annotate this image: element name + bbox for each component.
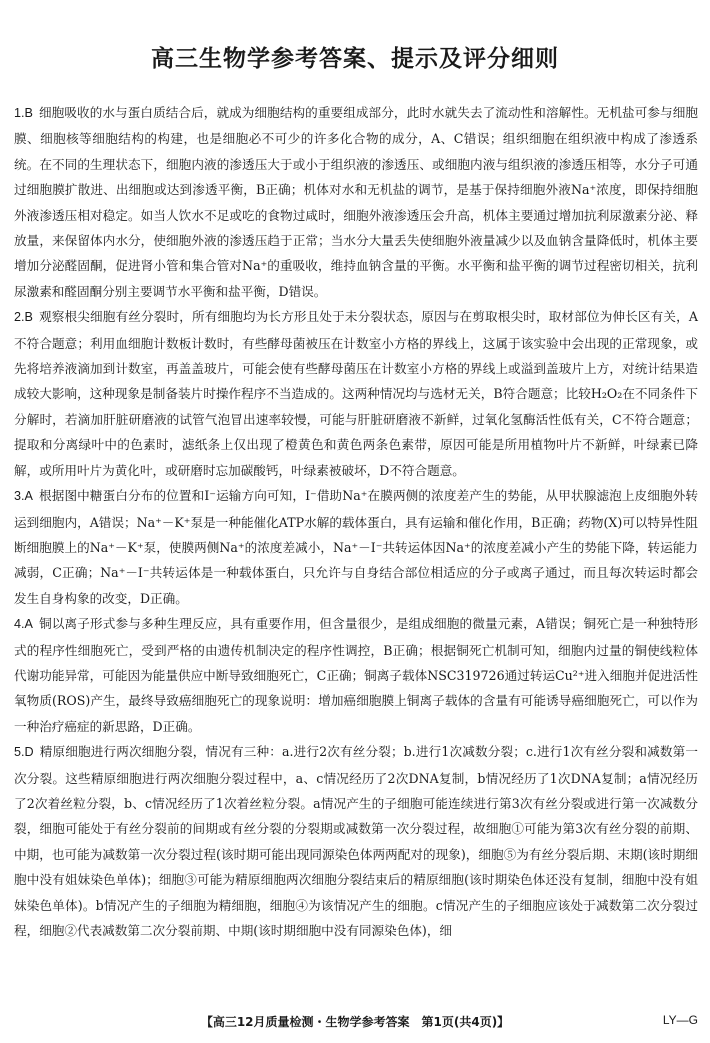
item-number: 5. xyxy=(14,745,25,760)
item-number: 2. xyxy=(14,310,25,325)
item-answer: A xyxy=(24,489,33,504)
footer-page-info: 【高三12月质量检测・生物学参考答案 第1页(共4页)】 xyxy=(200,1015,510,1029)
item-explanation: 精原细胞进行两次细胞分裂，情况有三种：a.进行2次有丝分裂；b.进行1次减数分裂；c.进行1次有丝分裂和减数第一次分裂。这些精原细胞进行两次细胞分裂过程中，a、c情况经历了2次DNA复制，b情况经历了1次DNA复制；a情况经历了2次着丝粒分裂，b、c情况经历了1次着丝粒分裂。a情况产生的子细胞可能连续进行第3次有丝分裂或进行第一次减数分裂，细胞可能处于有丝分裂前的间期或有丝分裂的分裂期或减数第一次分裂过程，故细胞①可能为第3次有丝分裂的前期、中期，也可能为减数第一次分裂过程(该时期可能出现同源染色体两两配对的现象)，细胞⑤为有丝分裂后期、末期(该时期细胞中没有姐妹染色单体)；细胞③可能为精原细胞两次细胞分裂结束后的精原细胞(该时期染色体还没有复制，细胞中没有姐妹染色单体)。b情况产生的子细胞为精细胞，细胞④为该情况产生的细胞。c情况产生的子细胞应该处于减数第二次分裂过程，细胞②代表减数第二次分裂前期、中期(该时期细胞中没有同源染色体)，细 xyxy=(14,744,698,938)
item-answer: B xyxy=(24,106,33,120)
item-explanation: 铜以离子形式参与多种生理反应，具有重要作用，但含量很少，是组成细胞的微量元素，A错误；铜死亡是一种独特形式的程序性细胞死亡，受到严格的由遗传机制决定的程序性调控，B正确；根据铜死亡机制可知，细胞内过量的铜使线粒体代谢功能异常，可能因为能量供应中断导致细胞死亡，C正确；铜离子载体NSC319726通过转运Cu²⁺进入细胞并促进活性氧物质(ROS)产生，最终导致癌细胞死亡的现象说明：增加癌细胞膜上铜离子载体的含量有可能诱导癌细胞死亡，可以作为一种治疗癌症的新思路，D正确。 xyxy=(14,616,698,734)
item-explanation: 观察根尖细胞有丝分裂时，所有细胞均为长方形且处于未分裂状态，原因与在剪取根尖时，取材部位为伸长区有关，A不符合题意；利用血细胞计数板计数时，有些酵母菌被压在计数室小方格的界线上，这属于该实验中会出现的正常现象，或先将培养液滴加到计数室，再盖盖玻片，可能会使有些酵母菌压在计数室小方格的界线上或溢到盖玻片上方，对统计结果造成较大影响，这种现象是制备装片时操作程序不当造成的。这两种情况均与选材无关，B符合题意；比较H₂O₂在不同条件下分解时，若滴加肝脏研磨液的试管气泡冒出速率较慢，可能与肝脏研磨液不新鲜，过氧化氢酶活性低有关，C不符合题意；提取和分离绿叶中的色素时，滤纸条上仅出现了橙黄色和黄色两条色素带，原因可能是所用植物叶片不新鲜，叶绿素已降解，或所用叶片为黄化叶，或研磨时忘加碳酸钙，叶绿素被破坏，D不符合题意。 xyxy=(14,309,698,478)
item-number: 4. xyxy=(14,617,25,632)
answer-item xyxy=(14,739,698,943)
item-number: 1. xyxy=(14,106,25,120)
item-answer: B xyxy=(24,310,33,325)
item-explanation: 根据图中糖蛋白分布的位置和I⁻运输方向可知，I⁻借助Na⁺在膜两侧的浓度差产生的势能，从甲状腺滤泡上皮细胞外转运到细胞内，A错误；Na⁺－K⁺泵是一种能催化ATP水解的载体蛋白，具有运输和催化作用，B正确；药物(X)可以特异性阻断细胞膜上的Na⁺－K⁺泵，使膜两侧Na⁺的浓度差减小，Na⁺－I⁻共转运体因Na⁺的浓度差减小产生的势能下降，转运能力减弱，C正确；Na⁺－I⁻共转运体是一种载体蛋白，只允许与自身结合部位相适应的分子或离子通过，而且每次转运时都会发生自身构象的改变，D正确。 xyxy=(14,488,698,606)
item-explanation: 细胞吸收的水与蛋白质结合后，就成为细胞结构的重要组成部分，此时水就失去了流动性和溶解性。无机盐可参与细胞膜、细胞核等细胞结构的构建，也是细胞必不可少的许多化合物的成分，A、C错误；组织细胞在组织液中构成了渗透系统。在不同的生理状态下，细胞内液的渗透压大于或小于组织液的渗透压、或细胞内液与组织液的渗透压相等，水分子可通过细胞膜扩散进、出细胞或达到渗透平衡，B正确；机体对水和无机盐的调节，是基于保持细胞外液Na⁺浓度，即保持细胞外液渗透压相对稳定。如当人饮水不足或吃的食物过咸时，细胞外液渗透压会升高，机体主要通过增加抗利尿激素分泌、释放量，来保留体内水分，使细胞外液的渗透压趋于正常；当水分大量丢失使细胞外液量减少以及血钠含量降低时，机体主要增加分泌醛固酮，促进肾小管和集合管对Na⁺的重吸收，维持血钠含量的平衡。水平衡和盐平衡的调节过程密切相关，抗利尿激素和醛固酮分别主要调节水平衡和盐平衡，D错误。 xyxy=(14,105,698,299)
footer-code: LY—G xyxy=(662,1013,698,1027)
answer-item xyxy=(14,304,698,483)
page-footer xyxy=(0,1013,710,1033)
item-number: 3. xyxy=(14,489,25,504)
page-title: 高三生物学参考答案、提示及评分细则 xyxy=(151,46,559,72)
answer-item xyxy=(14,100,698,304)
answer-list xyxy=(14,100,698,943)
answer-item xyxy=(14,483,698,611)
answer-item xyxy=(14,611,698,739)
item-answer: D xyxy=(24,745,34,760)
item-answer: A xyxy=(24,617,33,632)
